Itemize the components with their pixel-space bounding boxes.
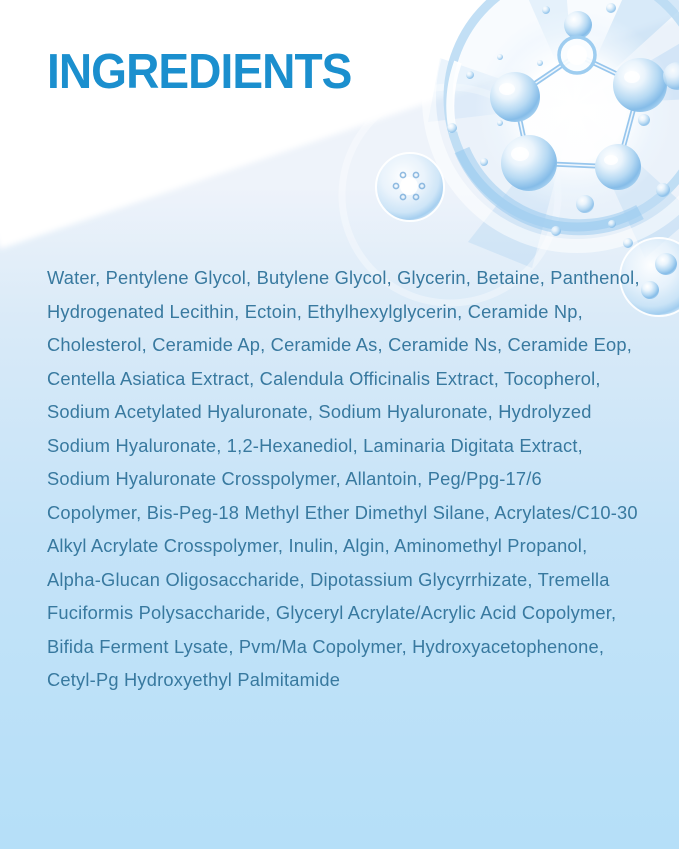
ingredient-line: Copolymer, Bis-Peg-18 Methyl Ether Dimethyl Silane, Acrylates/C10-30 <box>47 501 638 523</box>
ingredient-line: Cholesterol, Ceramide Ap, Ceramide As, Ceramide Ns, Ceramide Eop, <box>47 334 633 355</box>
ingredient-line: Fuciformis Polysaccharide, Glyceryl Acrylate/Acrylic Acid Copolymer, <box>47 602 617 623</box>
ingredient-line: Alkyl Acrylate Crosspolymer, Inulin, Algin, Aminomethyl Propanol, <box>47 535 588 556</box>
ingredient-line: Water, Pentylene Glycol, Butylene Glycol, Glycerin, Betaine, Panthenol, <box>47 267 640 288</box>
ingredient-line: Sodium Hyaluronate, 1,2-Hexanediol, Laminaria Digitata Extract, <box>47 434 583 456</box>
ingredient-line: Bifida Ferment Lysate, Pvm/Ma Copolymer, Hydroxyacetophenone, <box>47 635 605 657</box>
ingredient-line: Hydrogenated Lecithin, Ectoin, Ethylhexylglycerin, Ceramide Np, <box>47 300 583 322</box>
ingredient-line: Sodium Acetylated Hyaluronate, Sodium Hyaluronate, Hydrolyzed <box>47 401 592 422</box>
ingredient-line: Centella Asiatica Extract, Calendula Officinalis Extract, Tocopherol, <box>47 367 601 389</box>
ingredients-list <box>47 261 672 697</box>
satellite-bubble-left <box>376 153 444 221</box>
page-title: INGREDIENTS <box>47 45 352 99</box>
ingredient-line: Sodium Hyaluronate Crosspolymer, Allantoin, Peg/Ppg-17/6 <box>47 468 542 489</box>
ingredient-line: Alpha-Glucan Oligosaccharide, Dipotassium Glycyrrhizate, Tremella <box>47 568 610 590</box>
ingredient-line: Cetyl-Pg Hydroxyethyl Palmitamide <box>47 669 341 690</box>
